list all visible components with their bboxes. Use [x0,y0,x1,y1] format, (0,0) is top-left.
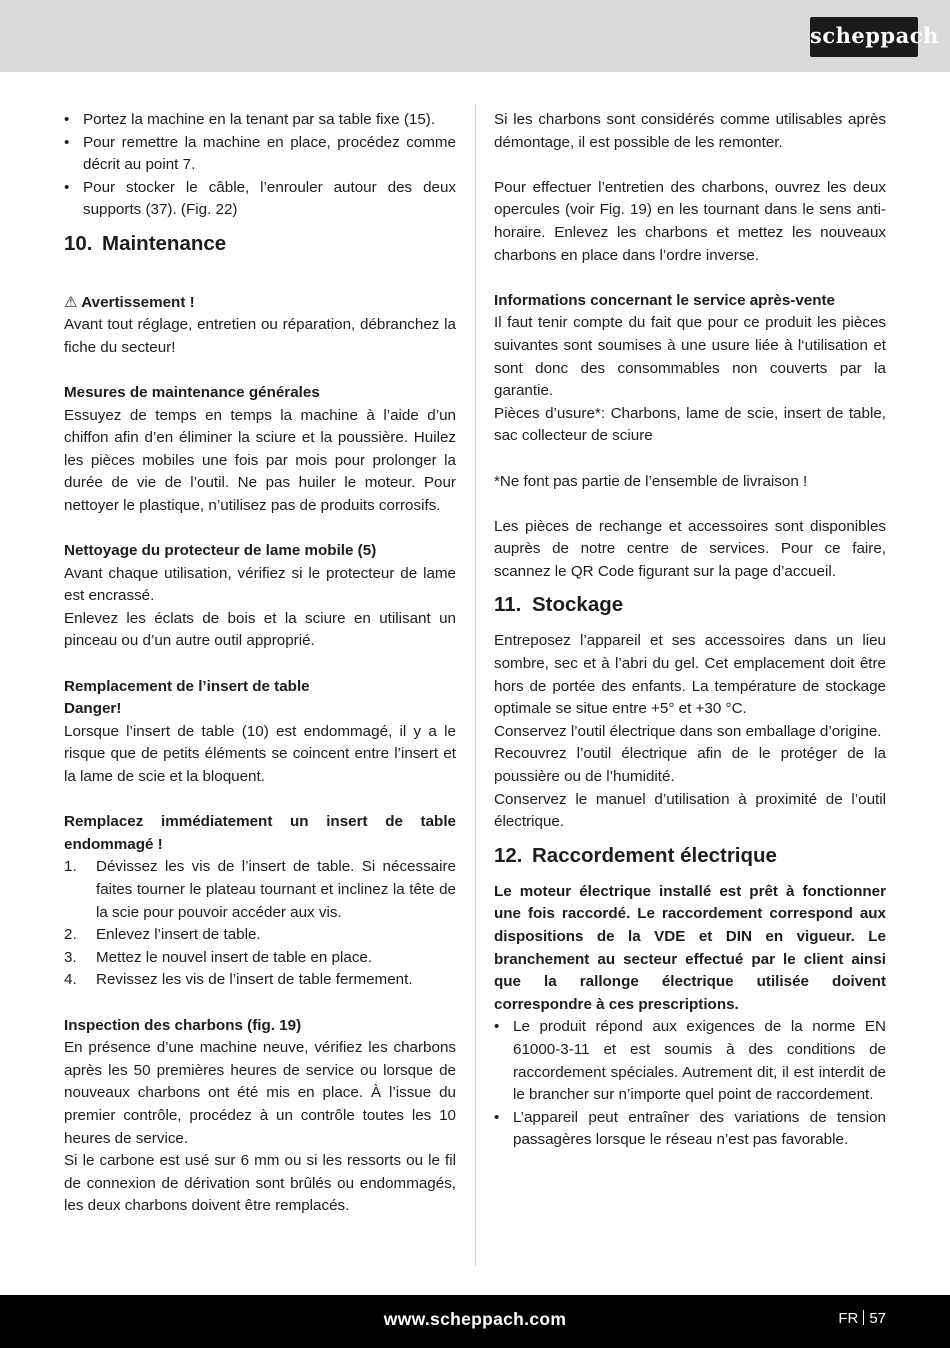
bullet-icon: • [494,1108,500,1126]
danger-label: Danger! [64,700,122,718]
general-maintenance-text: Essuyez de temps en temps la machine à l’aide d’un chiffon afin d’en éliminer la sciure et la poussière. Huilez les pièces mobiles une fois par mois pour prolonger la durée de vie de l’outil. Ne pas huiler le moteur. Pour nettoyer le plastique, n’utilisez pas de produits corrosifs. [64,406,456,514]
electrical-bold-text: Le moteur électrique installé est prêt à fonctionner une fois raccordé. Le raccordement correspond aux dispositions de la VDE et DIN en vigueur. Le branchement au secteur effectué par le client ainsi que la rallonge électrique utilisée doivent correspondre à ces prescriptions. [494,882,886,1013]
guard-cleaning-text-1: Avant chaque utilisation, vérifiez si le protecteur de lame est encrassé. [64,564,456,605]
subheading-general-maintenance: Mesures de maintenance générales [64,383,320,401]
wear-parts-text: Pièces d’usure*: Charbons, lame de scie, insert de table, sac collecteur de sciure [494,404,886,445]
after-sales-text: Il faut tenir compte du fait que pour ce produit les pièces suivantes sont soumises à une usure liée à l‘utilisation et sont donc des consommables non couverts par la garantie. [494,314,886,400]
spare-parts-text: Les pièces de rechange et accessoires sont disponibles auprès de notre centre de services. Pour ce faire, scannez le QR Code figurant sur la page d’accueil. [494,517,886,580]
section-heading-storage: 11. Stockage [494,593,624,617]
subheading-table-insert: Remplacement de l’insert de table [64,677,310,695]
bullet-icon: • [64,111,70,128]
left-column [64,109,456,1218]
carbon-inspection-text-2: Si le carbone est usé sur 6 mm ou si les ressorts ou le fil de connexion de dérivation sont brûlés ou endommagés, les deux charbons doivent être remplacés. [64,1152,456,1215]
storage-text-3: Recouvrez l’outil électrique afin de le protéger de la poussière ou de l’humidité. [494,745,886,786]
list-item: • Pour remettre la machine en place, procédez comme décrit au point 7. [64,133,456,174]
column-divider [475,104,476,1266]
page-indicator [838,1310,886,1327]
subheading-guard-cleaning: Nettoyage du protecteur de lame mobile (5) [64,542,377,560]
section-heading-electrical: 12. Raccordement électrique [494,843,777,867]
list-item: 4. Revissez les vis de l’insert de table fermement. [64,971,413,989]
page-number: 57 [869,1310,886,1327]
storage-text-2: Conservez l’outil électrique dans son emballage d’origine. [494,722,882,740]
carbon-reuse-text: Si les charbons sont considérés comme utilisables après démontage, il est possible de les remonter. [494,111,886,151]
replace-steps-list [64,856,456,992]
subheading-carbon-inspection: Inspection des charbons (fig. 19) [64,1016,302,1034]
subheading-replace-insert: Remplacez immédiatement un insert de table endommagé ! [64,813,456,853]
warning-icon: ⚠ [64,293,78,311]
list-item: • L’appareil peut entraîner des variations de tension passagères lorsque le réseau n’est pas favorable. [494,1108,886,1149]
list-item: • Le produit répond aux exigences de la norme EN 61000-3-11 et est soumis à des conditions de raccordement spéciales. Autrement dit, il est interdit de le brancher sur n’importe quel point de raccordement. [494,1018,886,1104]
table-insert-text: Lorsque l’insert de table (10) est endommagé, il y a le risque que de petits éléments se coincent entre l’insert et la lame de scie et la bloquent. [64,722,456,786]
carbon-inspection-text-1: En présence d’une machine neuve, vérifiez les charbons après les 50 premières heures de service ou lorsque de nouveaux charbons ont été mis en place. À l’issue du premier contrôle, procédez à un contrôle toutes les 10 heures de service. [64,1039,456,1147]
carbon-maintenance-text: Pour effectuer l’entretien des charbons, ouvrez les deux opercules (voir Fig. 19) en les tournant dans le sens anti-horaire. Enlevez les charbons et mettez les nouveaux charbons en place dans l’ordre inverse. [494,178,886,264]
list-item: 2. Enlevez l’insert de table. [64,926,261,944]
page-header [0,0,950,72]
section-heading-maintenance: 10. Maintenance [64,231,227,255]
bullet-icon: • [64,178,70,196]
storage-text-4: Conservez le manuel d’utilisation à proximité de l’outil électrique. [494,790,886,831]
transport-bullet-list [64,109,456,222]
subheading-after-sales: Informations concernant le service après-vente [494,291,835,309]
electrical-bullet-list [494,1016,886,1152]
list-item: • Portez la machine en la tenant par sa table fixe (15). [64,109,456,132]
separator [863,1310,864,1325]
warning-text: Avant tout réglage, entretien ou réparation, débranchez la fiche du secteur! [64,316,456,356]
storage-text-1: Entreposez l’appareil et ses accessoires dans un lieu sombre, sec et à l’abri du gel. Cet emplacement doit être hors de portée des enfants. La température de stockage optimale se situe entre +5° et +30 °C. [494,632,886,718]
right-column [494,109,886,1152]
website-url: www.scheppach.com [383,1309,567,1329]
language-code: FR [838,1310,859,1327]
delivery-note: *Ne font pas partie de l’ensemble de livraison ! [494,472,808,490]
list-item: 3. Mettez le nouvel insert de table en place. [64,948,373,966]
warning-title: ⚠ Avertissement ! [64,293,195,311]
bullet-icon: • [494,1018,500,1036]
guard-cleaning-text-2: Enlevez les éclats de bois et la sciure en utilisant un pinceau ou d’un autre outil approprié. [64,609,456,650]
page-footer [0,1295,950,1348]
scheppach-logo: scheppach [810,17,918,57]
list-item: 1. Dévissez les vis de l’insert de table. Si nécessaire faites tourner le plateau tournant et inclinez la tête de la scie pour pouvoir accéder aux vis. [64,858,456,921]
list-item: • Pour stocker le câble, l’enrouler autour des deux supports (37). (Fig. 22) [64,178,456,219]
bullet-icon: • [64,133,70,151]
